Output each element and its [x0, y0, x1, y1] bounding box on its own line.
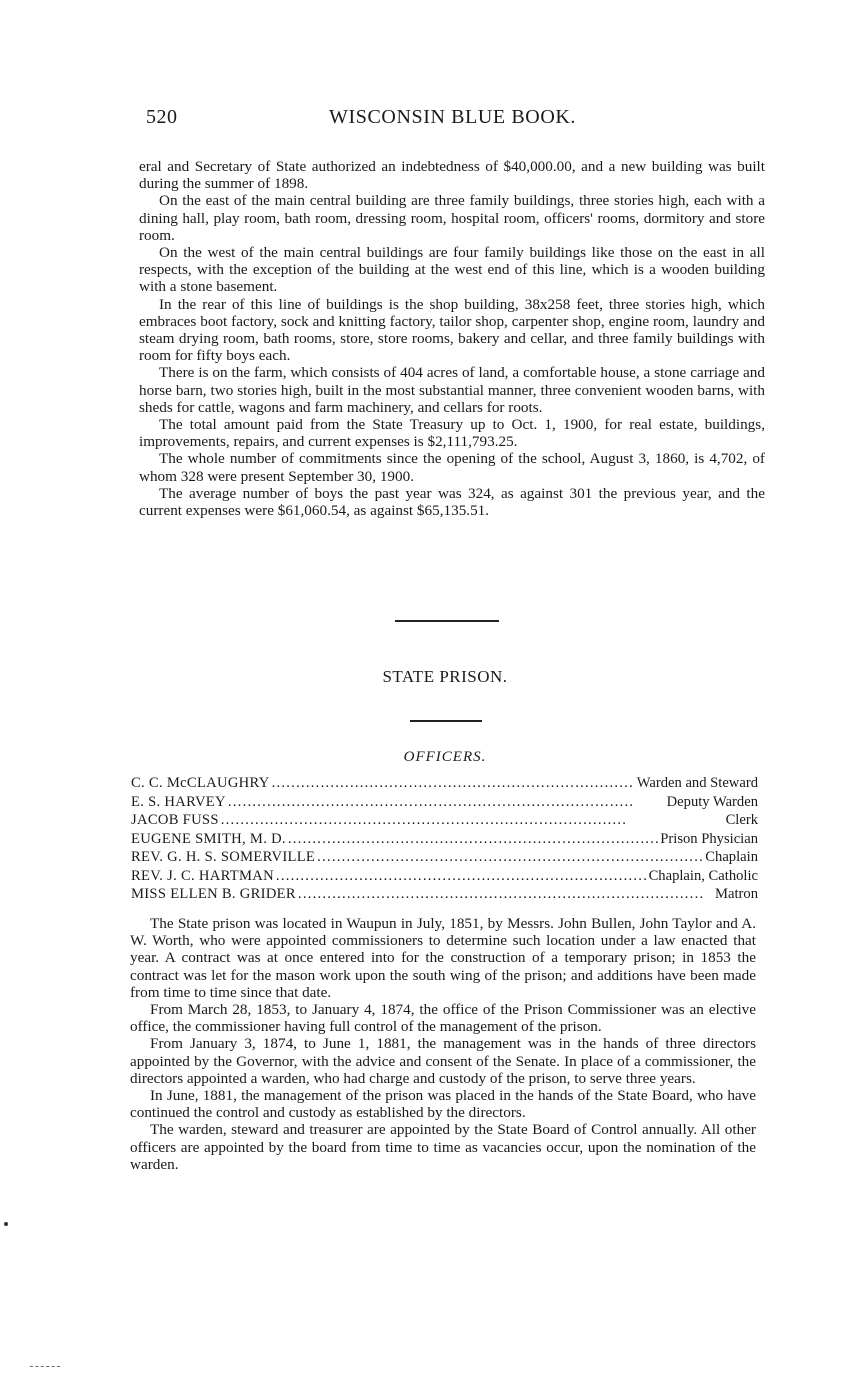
officer-row — [131, 885, 758, 904]
officer-name: MISS ELLEN B. GRIDER — [131, 886, 296, 902]
officers-list — [131, 774, 758, 904]
paragraph: eral and Secretary of State authorized an indebtedness of $40,000.00, and a new building was built during the summer of 1898. — [139, 158, 765, 193]
paragraph: On the east of the main central building are three family buildings, three stories high, each with a dining hall, play room, bath room, dressing room, hospital room, officers' rooms, dormitory and store room. — [139, 192, 765, 244]
section-divider — [395, 620, 499, 622]
officer-title: Clerk — [725, 812, 758, 828]
officer-row — [131, 867, 758, 886]
officer-name: REV. G. H. S. SOMERVILLE — [131, 849, 316, 865]
page-header — [146, 106, 762, 132]
officer-row — [131, 774, 758, 793]
officer-row — [131, 793, 758, 812]
page-number: 520 — [146, 106, 178, 128]
officer-name: C. C. McCLAUGHRY — [131, 775, 270, 791]
industrial-school-section — [139, 158, 765, 519]
paragraph: The average number of boys the past year was 324, as against 301 the previous year, and the current expenses were $61,060.54, as against $65,135.51. — [139, 484, 765, 520]
title-underline — [410, 720, 482, 722]
dot-leader — [298, 885, 713, 904]
officer-row — [131, 848, 758, 867]
section-title: STATE PRISON. — [382, 667, 508, 686]
dot-leader — [228, 793, 665, 812]
dot-leader — [272, 774, 635, 793]
state-prison-section — [130, 915, 756, 1173]
paragraph: From January 3, 1874, to June 1, 1881, the management was in the hands of three directors appointed by the Governor, with the advice and consent of the Senate. In place of a commissioner, the directors appointed a warden, who had charge and custody of the prison, to serve three years. — [130, 1035, 756, 1087]
scan-mark — [30, 1366, 60, 1367]
officer-title: Chaplain, Catholic — [648, 867, 758, 884]
running-title: WISCONSIN BLUE BOOK. — [329, 106, 576, 128]
paragraph: The warden, steward and treasurer are appointed by the State Board of Control annually. All other officers are appointed by the board from time to time as vacancies occur, upon the nomination of the warden. — [130, 1121, 756, 1173]
paragraph: From March 28, 1853, to January 4, 1874, the office of the Prison Commissioner was an elective office, the commissioner having full control of the management of the prison. — [130, 1001, 756, 1036]
officer-name: JACOB FUSS — [131, 812, 219, 828]
officer-name: E. S. HARVEY — [131, 793, 226, 810]
dot-leader — [221, 811, 724, 830]
dot-leader — [276, 867, 647, 886]
paragraph: On the west of the main central buildings are four family buildings like those on the east in all respects, with the exception of the building at the west end of this line, which is a wooden building with a stone basement. — [139, 244, 765, 296]
paragraph: The total amount paid from the State Treasury up to Oct. 1, 1900, for real estate, buildings, improvements, repairs, and current expenses is $2,111,793.25. — [139, 416, 765, 451]
dot-leader — [317, 848, 703, 867]
paragraph: The whole number of commitments since the opening of the school, August 3, 1860, is 4,702, of whom 328 were present September 30, 1900. — [139, 450, 765, 485]
officer-row — [131, 830, 758, 849]
officer-row — [131, 811, 758, 830]
officer-title: Prison Physician — [660, 830, 758, 847]
officers-heading: OFFICERS. — [403, 749, 487, 765]
paragraph: The State prison was located in Waupun in July, 1851, by Messrs. John Bullen, John Taylor and A. W. Worth, who were appointed commissioners to determine such location under a law enacted that year. A contract was at once entered into for the construction of a temporary prison; in 1853 the contract was let for the mason work upon the south wing of the prison; and additions have been made from time to time since that date. — [130, 915, 756, 1001]
officer-title: Matron — [715, 886, 758, 902]
officer-title: Warden and Steward — [636, 775, 758, 791]
officer-title: Chaplain — [705, 849, 758, 865]
officer-title: Deputy Warden — [666, 793, 758, 810]
paragraph: There is on the farm, which consists of 404 acres of land, a comfortable house, a stone carriage and horse barn, two stories high, built in the most substantial manner, three convenient wooden barns, with sheds for cattle, wagons and farm machinery, and cellars for roots. — [139, 364, 765, 416]
officer-name: REV. J. C. HARTMAN — [131, 867, 274, 884]
paragraph: In June, 1881, the management of the prison was placed in the hands of the State Board, who have continued the control and custody as established by the directors. — [130, 1087, 756, 1122]
margin-speck — [4, 1222, 8, 1226]
dot-leader — [288, 830, 658, 849]
officer-name: EUGENE SMITH, M. D. — [131, 830, 286, 847]
paragraph: In the rear of this line of buildings is the shop building, 38x258 feet, three stories high, which embraces boot factory, sock and knitting factory, tailor shop, carpenter shop, engine room, laundry and steam drying room, bath rooms, store, store rooms, bakery and cellar, and three family buildings with room for fifty boys each. — [139, 295, 765, 365]
